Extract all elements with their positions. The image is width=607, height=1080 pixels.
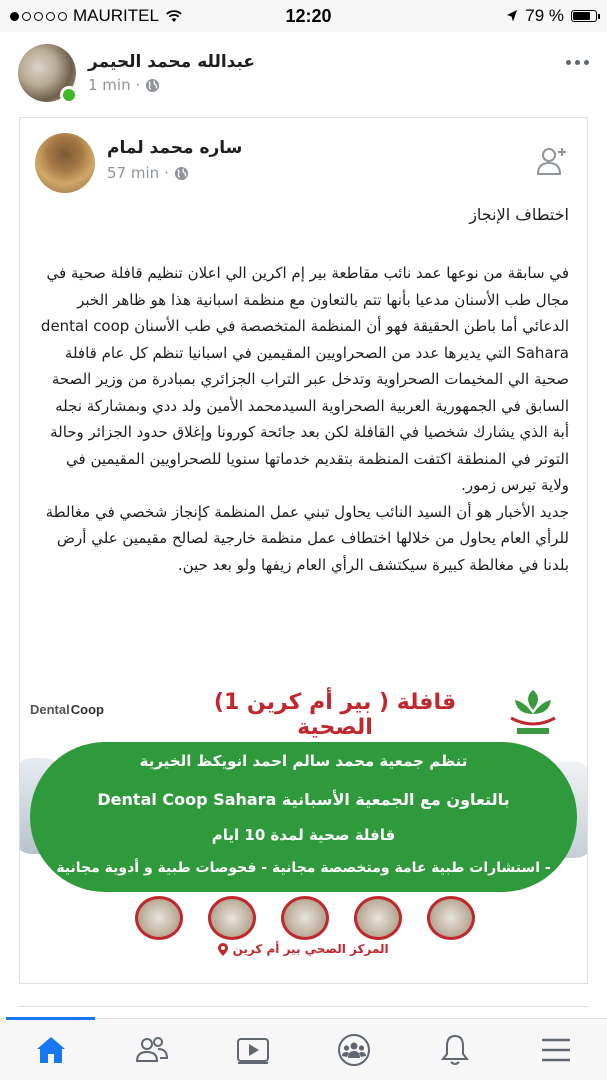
service-photo <box>281 896 329 940</box>
feed-separator <box>0 990 607 1018</box>
tab-notifications[interactable] <box>405 1019 506 1080</box>
tab-friends[interactable] <box>101 1019 202 1080</box>
tab-menu[interactable] <box>506 1019 607 1080</box>
groups-icon <box>336 1032 372 1068</box>
banner-services-line: - استشارات طبية عامة ومتخصصة مجانية - فحوصات طبية و أدوية مجانية <box>56 860 551 876</box>
post-header <box>0 32 607 114</box>
clock: 12:20 <box>285 5 332 26</box>
tab-groups[interactable] <box>304 1019 405 1080</box>
tab-watch[interactable] <box>202 1019 303 1080</box>
friends-icon <box>134 1032 170 1068</box>
service-photo <box>135 896 183 940</box>
wifi-icon <box>165 9 183 23</box>
banner-duration-line: قافلة صحية لمدة 10 ايام <box>211 826 396 844</box>
banner-partner-line: بالتعاون مع الجمعية الأسبانية Dental Coop Sahara <box>97 790 510 809</box>
add-friend-icon[interactable] <box>535 144 569 178</box>
carrier-name: MAURITEL <box>73 6 159 25</box>
service-photo <box>427 896 475 940</box>
post-time-text: 1 min <box>88 76 131 94</box>
tab-home[interactable] <box>0 1019 101 1080</box>
caravan-banner-image[interactable] <box>20 682 587 966</box>
post-body <box>37 260 569 578</box>
banner-location <box>20 942 587 956</box>
post-title: اختطاف الإنجاز <box>469 205 569 224</box>
banner-organizer-line: تنظم جمعية محمد سالم احمد انويكظ الخيرية <box>139 752 468 770</box>
dental-coop-logo: Dental Coop <box>30 701 104 717</box>
shared-author-name[interactable]: ساره محمد لمام <box>107 138 243 158</box>
menu-icon <box>538 1032 574 1068</box>
post-paragraph: في سابقة من نوعها عمد نائب مقاطعة بير إم اكرين الي اعلان تنظيم قافلة صحية في مجال طب الأسنان مدعيا بأنها تتم بالتعاون مع منظمة اسبانية هذا هو ظاهر الخبر الدعائي أما باطن الحقيقة فهو أن المنظمة المتخصصة في طب الأسنان dental coop Sahara التي يديرها عدد من الصحراويين المقيمين في اسبانيا تنظم كل عام قافلة صحية الي المخيمات الصحراوية وتدخل عبر التراب الجزائري بمبادرة من وزير الصحة السابق في الجمهورية العربية الصحراوية السيدمحمد الأمين ولد ددي وبمشاركة نجله أبة الذي يشارك شخصيا في القافلة لكن بعد جائحة كورونا وإغلاق حدود الجزائر وحالة التوتر في المنطقة اكتفت المنظمة بتقديم خدماتها سنويا للصحراويين المقيمين في ولاية تيرس زمور. <box>40 264 569 494</box>
service-photo <box>208 896 256 940</box>
globe-icon <box>145 78 160 93</box>
bottom-tab-bar <box>0 1018 607 1080</box>
shared-post-card[interactable] <box>19 117 588 984</box>
online-status-dot <box>60 86 78 104</box>
post-author-name[interactable]: عبدالله محمد الحيمر <box>88 52 256 72</box>
banner-title: قافلة ( بير أم كرين 1) الصحية <box>213 690 457 740</box>
shared-post-timestamp[interactable]: 57 min · <box>107 164 242 182</box>
post-timestamp[interactable]: 1 min · <box>88 76 255 94</box>
shared-post-header <box>20 118 587 198</box>
location-arrow-icon <box>506 9 518 23</box>
post-paragraph: جديد الأخبار هو أن السيد النائب يحاول تبني عمل المنظمة كإنجاز شخصي في مغالطة للرأي العام يحاول من خلالها اختطاف عمل منظمة خارجية لصالح مقيمين علي أرض بلدنا في مغالطة كبيرة سيكتشف الرأي العام زيفها ولو بعد حين. <box>45 502 569 574</box>
service-icons-row <box>135 896 475 940</box>
service-photo <box>354 896 402 940</box>
signal-strength-icon <box>10 12 67 21</box>
bell-icon <box>437 1032 473 1068</box>
globe-icon <box>174 166 189 181</box>
location-pin-icon <box>218 943 228 956</box>
shared-time-text: 57 min <box>107 164 160 182</box>
video-icon <box>235 1032 271 1068</box>
author-avatar[interactable] <box>18 44 76 102</box>
battery-icon <box>571 10 597 22</box>
shared-author-avatar[interactable] <box>35 133 95 193</box>
more-horizontal-icon[interactable] <box>566 60 589 65</box>
battery-percent: 79 % <box>525 6 564 25</box>
health-organization-logo <box>501 684 565 738</box>
home-icon <box>33 1032 69 1068</box>
status-bar <box>0 0 607 32</box>
banner-location-text: المركز الصحي بير أم كرين <box>232 942 389 956</box>
banner-green-band <box>30 742 577 892</box>
